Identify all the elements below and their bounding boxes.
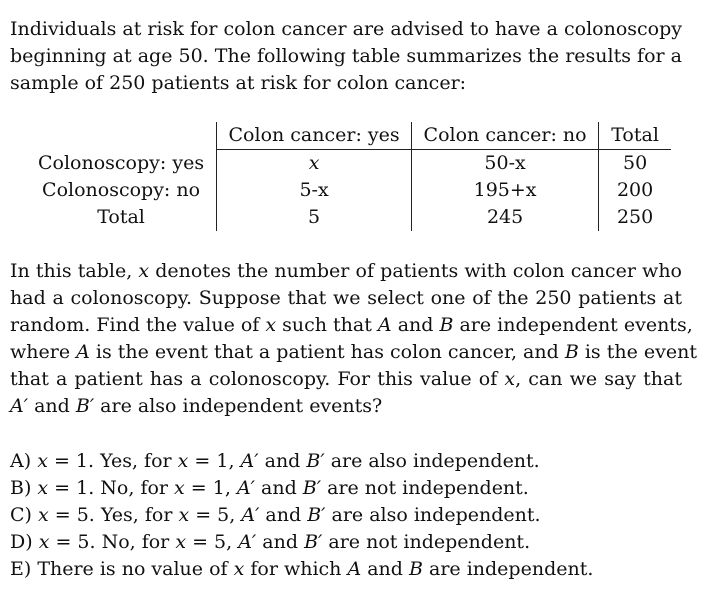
text: E) There is no value of	[10, 558, 234, 580]
table-row	[26, 204, 671, 231]
text: D)	[10, 531, 39, 553]
math-b: B	[564, 341, 579, 363]
table-cell: 5-x	[217, 177, 412, 204]
math-a: A	[347, 558, 362, 580]
question-line-6	[10, 393, 682, 420]
text: random. Find the value of	[10, 314, 266, 336]
question-line-4	[10, 339, 697, 366]
text: that a patient has a colonoscopy. For this value of	[10, 368, 505, 390]
table-header-row	[26, 122, 671, 150]
text: = 5,	[189, 504, 242, 526]
text: and	[254, 477, 303, 499]
text: is the event that a patient has colon cancer, and	[89, 341, 565, 363]
math-a-complement: A′	[240, 450, 259, 472]
table-cell: 245	[412, 204, 599, 231]
table-cell: 200	[616, 179, 654, 201]
math-x: x	[177, 450, 189, 472]
table-cell: 5	[217, 204, 412, 231]
row-label-colonoscopy-no: Colonoscopy: no	[26, 177, 217, 204]
header-colon-cancer-yes: Colon cancer: yes	[217, 122, 412, 150]
math-a-complement: A′	[238, 531, 257, 553]
contingency-table	[26, 122, 671, 231]
text: and	[259, 504, 308, 526]
table-corner-cell	[26, 122, 217, 150]
text: and	[361, 558, 409, 580]
intro-line-2: beginning at age 50. The following table summarizes the results for a	[10, 45, 682, 67]
text: C)	[10, 504, 38, 526]
table-cell: 50	[622, 152, 648, 174]
choice-d[interactable]	[10, 529, 682, 556]
intro-line-3: sample of 250 patients at risk for colon cancer:	[10, 72, 467, 94]
math-b: B	[409, 558, 423, 580]
math-a-complement: A′	[236, 477, 255, 499]
text: A)	[10, 450, 38, 472]
text: are also independent.	[325, 504, 541, 526]
text: = 1. No, for	[48, 477, 175, 499]
math-x: x	[138, 260, 150, 282]
choice-b[interactable]	[10, 475, 682, 502]
math-b-complement: B′	[307, 504, 326, 526]
question-line-1	[10, 258, 682, 285]
math-a: A	[76, 341, 90, 363]
text: In this table,	[10, 260, 139, 282]
text: = 1,	[184, 477, 237, 499]
text: is the event	[578, 341, 697, 363]
math-x: x	[37, 450, 48, 472]
math-x: x	[175, 531, 187, 553]
text: = 5. Yes, for	[48, 504, 179, 526]
row-label-colonoscopy-yes: Colonoscopy: yes	[26, 150, 217, 178]
math-a-complement: A′	[241, 504, 260, 526]
header-colon-cancer-no: Colon cancer: no	[412, 122, 599, 150]
question-line-2: had a colonoscopy. Suppose that we select one of the 250 patients at	[10, 287, 682, 309]
math-x: x	[38, 504, 49, 526]
text: denotes the number of patients with colon cancer who	[149, 260, 682, 282]
choice-a[interactable]	[10, 448, 682, 475]
text: are also independent events?	[94, 395, 383, 417]
table-row	[26, 177, 671, 204]
intro-paragraph	[10, 16, 682, 97]
text: and	[256, 531, 305, 553]
table-cell: x	[217, 150, 412, 178]
table-row	[26, 150, 671, 178]
choice-e[interactable]	[10, 556, 682, 583]
text: and	[258, 450, 307, 472]
math-a-complement: A′	[10, 395, 29, 417]
math-a: A	[377, 314, 392, 336]
text: B)	[10, 477, 38, 499]
text: are not independent.	[322, 531, 531, 553]
table-cell: 250	[616, 206, 654, 228]
text: and	[391, 314, 440, 336]
table-cell: 195+x	[412, 177, 599, 204]
text: , can we say that	[515, 368, 682, 390]
question-line-3	[10, 312, 693, 339]
question-paragraph	[10, 258, 697, 420]
cell-text: 50-x	[484, 152, 526, 174]
text: are independent.	[422, 558, 594, 580]
math-x: x	[233, 558, 245, 580]
text: = 5,	[186, 531, 239, 553]
math-b: B	[439, 314, 454, 336]
text: and	[28, 395, 76, 417]
math-b-complement: B′	[302, 477, 322, 499]
text: = 5. No, for	[49, 531, 176, 553]
text: where	[10, 341, 77, 363]
row-label-total: Total	[26, 204, 217, 231]
text: = 1,	[188, 450, 241, 472]
text: for which	[244, 558, 348, 580]
text: = 1. Yes, for	[47, 450, 178, 472]
intro-line-1: Individuals at risk for colon cancer are advised to have a colonoscopy	[10, 18, 682, 40]
text: are independent events,	[453, 314, 693, 336]
answer-choices	[10, 448, 682, 583]
header-total: Total	[599, 122, 672, 150]
math-x: x	[38, 531, 50, 553]
text: such that	[276, 314, 378, 336]
math-b-complement: B′	[304, 531, 323, 553]
table-cell	[412, 150, 599, 178]
text: are also independent.	[324, 450, 540, 472]
text: are not independent.	[321, 477, 529, 499]
math-x: x	[265, 314, 277, 336]
math-b-complement: B′	[306, 450, 325, 472]
math-x: x	[504, 368, 516, 390]
math-x: x	[178, 504, 190, 526]
question-line-5	[10, 366, 682, 393]
choice-c[interactable]	[10, 502, 682, 529]
math-x: x	[37, 477, 49, 499]
math-x: x	[174, 477, 185, 499]
math-b-complement: B′	[75, 395, 95, 417]
